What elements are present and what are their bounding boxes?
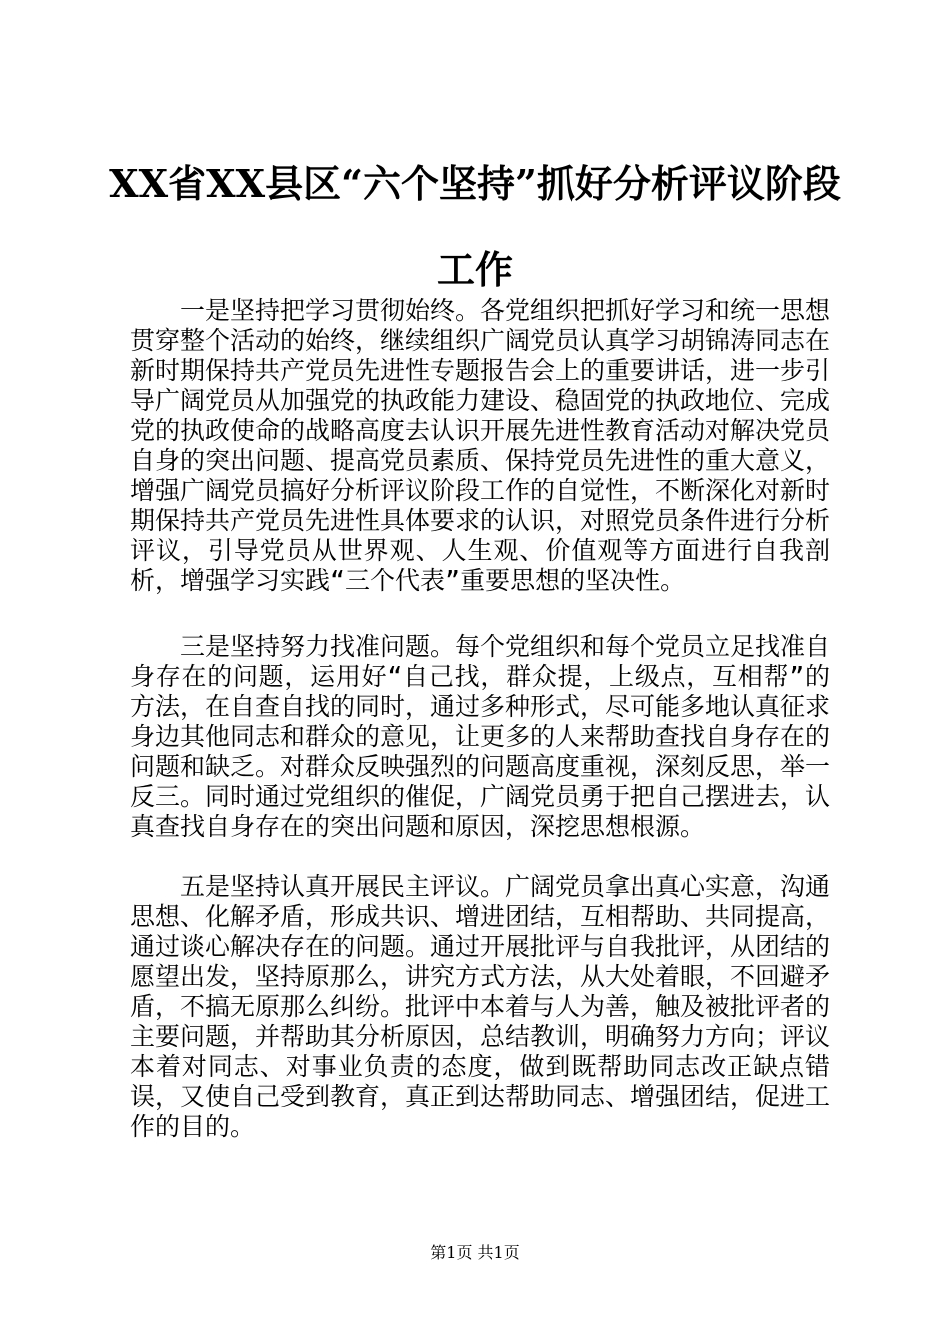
paragraph-democratic-review: 五是坚持认真开展民主评议。广阔党员拿出真心实意，沟通思想、化解矛盾，形成共识、增进团结，互相帮助、共同提高，通过谈心解决存在的问题。通过开展批评与自我批评，从团结的愿望出发，坚持原那么，讲究方式方法，从大处着眼，不回避矛盾，不搞无原那么纠纷。批评中本着与人为善，触及被批评者的主要问题，并帮助其分析原因，总结教训，明确努力方向；评议本着对同志、对事业负责的态度，做到既帮助同志改正缺点错误，又使自己受到教育，真正到达帮助同志、增强团结，促进工作的目的。 (130, 872, 831, 1141)
paragraph-find-problems: 三是坚持努力找准问题。每个党组织和每个党员立足找准自身存在的问题，运用好“自己找，群众提，上级点，互相帮”的方法，在自查自找的同时，通过多种形式，尽可能多地认真征求身边其他同志和群众的意见，让更多的人来帮助查找自身存在的问题和缺乏。对群众反映强烈的问题高度重视，深刻反思，举一反三。同时通过党组织的催促，广阔党员勇于把自己摆进去，认真查找自身存在的突出问题和原因，深挖思想根源。 (130, 632, 831, 841)
document-title-line-1: XX省XX县区“六个坚持”抓好分析评议阶段 (109, 161, 841, 206)
paragraph-study: 一是坚持把学习贯彻始终。各党组织把抓好学习和统一思想贯穿整个活动的始终，继续组织广阔党员认真学习胡锦涛同志在新时期保持共产党员先进性专题报告会上的重要讲话，进一步引导广阔党员从加强党的执政能力建设、稳固党的执政地位、完成党的执政使命的战略高度去认识开展先进性教育活动对解决党员自身的突出问题、提高党员素质、保持党员先进性的重大意义，增强广阔党员搞好分析评议阶段工作的自觉性，不断深化对新时期保持共产党员先进性具体要求的认识，对照党员条件进行分析评议，引导党员从世界观、人生观、价值观等方面进行自我剖析，增强学习实践“三个代表”重要思想的坚决性。 (130, 296, 831, 595)
document-title-line-2: 工作 (436, 247, 513, 292)
page-number-footer: 第1页 共1页 (430, 1243, 520, 1262)
